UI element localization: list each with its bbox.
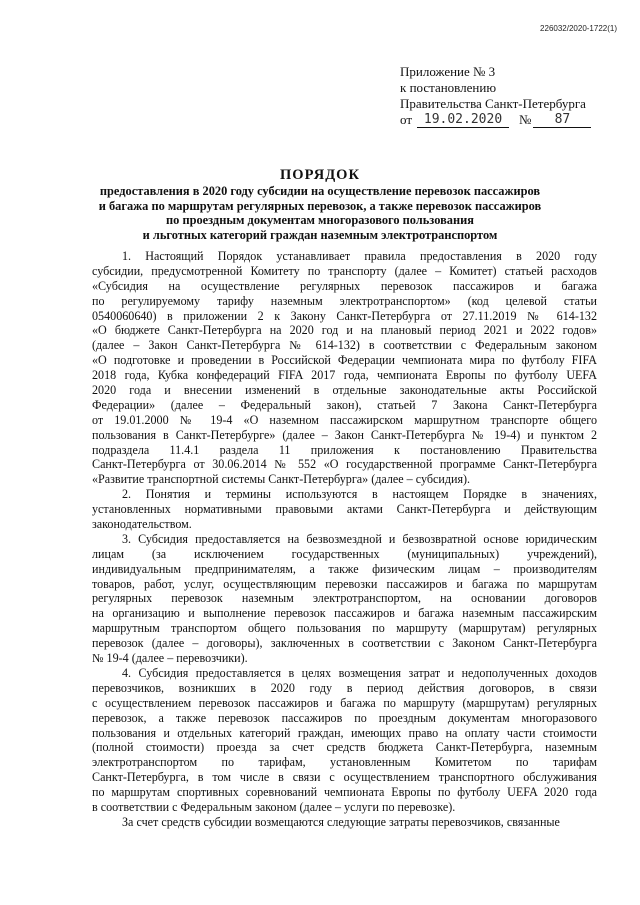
paragraph-line: 2020 года и внесении изменений в отдельные законодательные акты Российской [92,383,597,398]
paragraph-line: лицам (за исключением государственных (муниципальных) учреждений), [92,546,597,561]
subtitle-line: и багажа по маршрутам регулярных перевозок, а также перевозок пассажиров [98,198,542,213]
paragraph-line: индивидуальным предпринимателям, а также физическим лицам – производителям [92,561,597,576]
paragraph-line: «О бюджете Санкт-Петербурга на 2020 год и на плановый период 2021 и 2022 годов» [92,323,597,338]
paragraph-line: 1. Настоящий Порядок устанавливает правила предоставления в 2020 году [122,249,597,263]
paragraph-line: пользования и отдельных категорий граждан, имеющих право на оплату части стоимости [92,725,597,740]
paragraph-line: на организацию и выполнение перевозок пассажиров и багажа наземным пассажирским [92,606,597,621]
document-subtitle [80,184,560,242]
paragraph-line: 0540060640) в приложении 2 к Закону Санкт-Петербурга от 27.11.2019 № 614-132 [92,308,597,323]
paragraph-line: по маршрутам спортивных соревнований чемпионата Европы по футболу UEFA 2020 года [92,785,597,800]
paragraph-line: 2018 года, Кубка конфедераций FIFA 2017 года, чемпионата Европы по футболу UEFA [92,368,597,383]
paragraph-line: 3. Субсидия предоставляется на безвозмездной и безвозвратной основе юридическим [122,531,597,546]
paragraph-line: перевозчиков, возникших в 2020 году в период действия договоров, в связи [92,680,597,695]
paragraph-line: За счет средств субсидии возмещаются следующие затраты перевозчиков, связанные [122,814,560,829]
appendix-line-1: Приложение № 3 [400,64,496,79]
paragraph-line: 4. Субсидия предоставляется в целях возмещения затрат и недополученных доходов [122,665,597,680]
paragraph-line: Санкт-Петербурга, в том числе в связи с осуществлением транспортного обслуживания [92,770,597,785]
paragraph-line: пользования в Санкт-Петербурге» (далее – Закон Санкт-Петербурга № 19-4) и пунктом 2 [92,427,597,442]
paragraph-line: законодательством. [92,517,192,532]
paragraph-line: перевозок, а также перевозок пассажиров по проездным документам многоразового [92,710,597,725]
paragraph-line: (далее – Закон Санкт-Петербурга № 614-132) в соответствии с Федеральным законом [92,338,597,353]
decree-number: 87 [533,113,591,128]
paragraph-line: установленных нормативными правовыми актами Санкт-Петербурга и действующим [92,502,597,517]
decree-date: 19.02.2020 [417,113,509,128]
paragraph-3 [92,532,597,666]
paragraph-line: перевозок (далее – договоры), заключенных в соответствии с Законом Санкт-Петербурга [92,636,597,651]
paragraph-line: № 19-4 (далее – перевозчики). [92,651,248,666]
paragraph-line: «О подготовке и проведении в Российской Федерации чемпионата мира по футболу FIFA [92,353,597,368]
paragraph-line: «Развитие транспортной системы Санкт-Петербурга» (далее – субсидия). [92,472,471,487]
appendix-header [400,64,605,128]
subtitle-line: и льготных категорий граждан наземным электротранспортом [142,227,498,242]
document-title: ПОРЯДОК [280,167,360,183]
appendix-line-3: Правительства Санкт-Петербурга [400,96,586,111]
paragraph-2 [92,487,597,532]
paragraph-line: Санкт-Петербурга от 30.06.2014 № 552 «О государственной программе Санкт-Петербурга [92,457,597,472]
paragraph-line: маршрутным транспортом общего пользования по маршруту (маршрутам) регулярных [92,621,597,636]
appendix-date-line [400,112,605,128]
paragraph-4 [92,666,597,815]
paragraph-line: 2. Понятия и термины используются в настоящем Порядке в значениях, [122,487,597,502]
paragraph-line: по регулируемому тарифу наземным электротранспортом» (код целевой статьи [92,293,597,308]
document-id: 226032/2020-1722(1) [540,24,617,33]
paragraph-5 [92,815,597,830]
paragraph-line: товаров, работ, услуг, осуществляющим перевозки пассажиров и багажа по маршрутам [92,576,597,591]
paragraph-line: (полной стоимости) проезда за счет средств бюджета Санкт-Петербурга, наземным [92,740,597,755]
paragraph-line: подраздела 11.4.1 раздела 11 приложения к постановлению Правительства [92,442,597,457]
appendix-line-2: к постановлению [400,80,497,95]
paragraph-line: электротранспортом по тарифам, установленным Комитетом по тарифам [92,755,597,770]
subtitle-line: по проездным документам многоразового пользования [166,213,474,227]
paragraph-1 [92,249,597,487]
paragraph-line: с осуществлением перевозок пассажиров и багажа по маршруту (маршрутам) регулярных [92,695,597,710]
paragraph-line: регулярных перевозок наземным электротранспортом, на основании договоров [92,591,597,606]
paragraph-line: от 19.01.2000 № 19-4 «О наземном пассажирском маршрутном транспорте общего [92,412,597,427]
paragraph-line: «Субсидия на осуществление регулярных перевозок пассажиров и багажа [92,278,597,293]
number-label: № [519,112,532,127]
paragraph-line: Федерации» (далее – Федеральный закон), статьей 7 Закона Санкт-Петербурга [92,397,597,412]
paragraph-line: субсидии, предусмотренной Комитету по транспорту (далее – Комитет) статьей расходов [92,263,597,278]
subtitle-line: предоставления в 2020 году субсидии на осуществление перевозок пассажиров [99,184,541,198]
paragraph-line: в соответствии с Федеральным законом (далее – услуги по перевозке). [92,799,456,814]
from-label: от [400,112,413,127]
document-body [92,249,597,830]
